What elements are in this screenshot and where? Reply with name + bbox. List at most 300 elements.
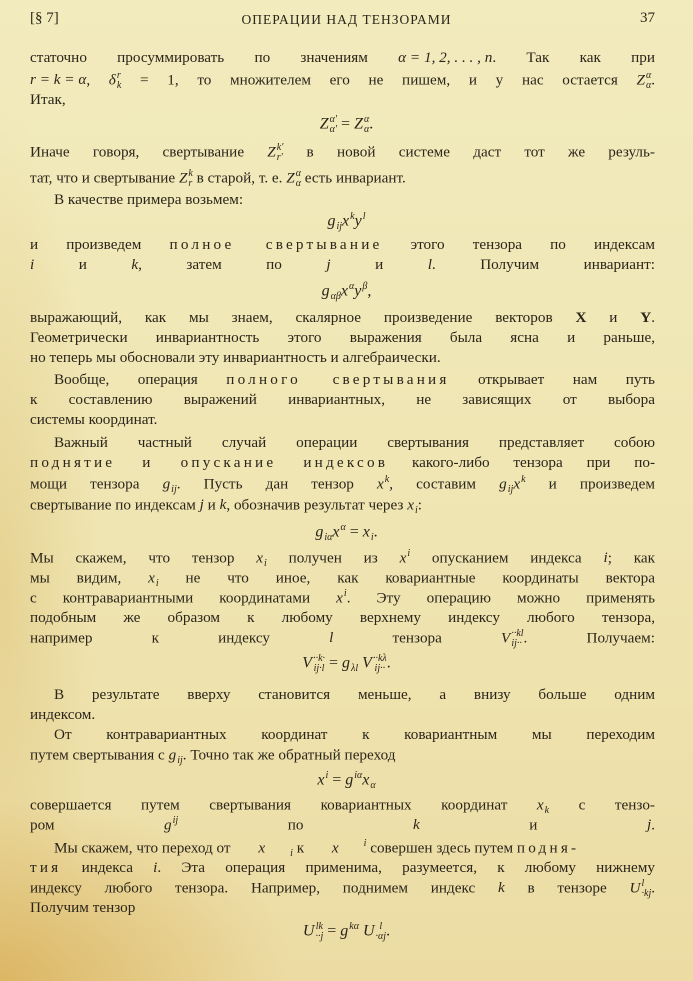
math-indices — [362, 282, 367, 302]
subscript: α — [295, 178, 301, 189]
math-symbol — [537, 796, 549, 816]
display-equation — [0, 115, 693, 135]
page-number: 37 — [640, 10, 655, 26]
text-run: . Эта операция применима, разумеется, к любому нижнему — [157, 859, 655, 876]
math-symbol — [220, 496, 227, 514]
text-run: . — [386, 922, 391, 940]
math-symbol — [317, 771, 328, 791]
math-base: Z — [267, 143, 276, 161]
text-run: индексом. — [30, 706, 96, 723]
text-line — [30, 391, 655, 409]
text-run: Итак, — [30, 91, 66, 108]
text-run: и — [203, 496, 220, 514]
math-indices — [407, 549, 410, 569]
math-symbol — [647, 816, 651, 834]
math-indices — [331, 282, 341, 302]
text-run: какого-либо тензора при по- — [388, 454, 656, 471]
math-base: j — [646, 816, 652, 834]
math-symbol — [400, 549, 411, 569]
math-base: x — [148, 569, 155, 587]
spaced-emphasis: тия — [30, 859, 62, 876]
superscript: kα — [349, 921, 359, 932]
text-run: , обозначив результат через — [226, 496, 408, 514]
math-symbol — [355, 212, 366, 232]
text-run: путем свертывания с — [30, 746, 169, 764]
math-indices — [370, 771, 375, 791]
math-base: g — [315, 523, 324, 541]
display-equation — [0, 212, 693, 232]
subscript: ij·· — [374, 663, 386, 674]
superscript: α — [340, 522, 346, 533]
superscript: α — [295, 168, 301, 179]
text-run: Вообще, операция — [54, 371, 227, 388]
math-symbol — [148, 569, 159, 589]
math-symbol — [169, 746, 183, 766]
math-base: k — [131, 256, 139, 273]
math-indices — [385, 475, 389, 495]
math-base: x — [340, 282, 348, 300]
subscript — [362, 292, 367, 302]
subscript: i — [264, 558, 267, 569]
text-run: . — [369, 115, 374, 133]
subscript: ·αj — [375, 931, 387, 942]
spaced-emphasis: полного свертывания — [226, 371, 450, 388]
math-operator: = — [325, 654, 343, 672]
superscript: α' — [329, 114, 338, 125]
superscript: i — [363, 838, 367, 849]
subscript — [521, 485, 525, 495]
subscript: ·kj — [641, 888, 652, 899]
subscript: α — [645, 80, 652, 91]
text-run: , — [86, 71, 109, 89]
math-symbol — [413, 816, 420, 834]
text-line — [30, 411, 655, 429]
subscript — [344, 599, 347, 609]
math-base: x — [513, 475, 521, 493]
math-base: Z — [319, 115, 329, 133]
subscript: α — [370, 780, 376, 791]
subscript: ij — [336, 221, 343, 232]
display-equation — [0, 654, 693, 674]
subscript — [407, 559, 410, 569]
math-base: δ — [108, 71, 116, 89]
text-line — [30, 143, 655, 163]
math-base: i — [603, 549, 608, 567]
math-symbol — [377, 475, 389, 495]
math-indices — [373, 654, 387, 674]
text-run: , составим — [389, 475, 500, 493]
superscript: l — [379, 921, 383, 932]
math-symbol — [603, 549, 607, 567]
math-symbol — [342, 212, 355, 232]
text-line — [30, 746, 655, 766]
text-run: к — [292, 839, 308, 857]
math-indices — [415, 496, 418, 516]
math-symbol — [267, 143, 283, 163]
superscript: α — [645, 70, 652, 81]
text-run: , то множителем его не пишем, и у нас остается — [174, 71, 637, 89]
text-run: есть инвариант. — [300, 169, 406, 187]
text-run: в старой, т. е. — [192, 169, 287, 187]
subscript: ij — [507, 484, 514, 495]
text-line — [30, 371, 655, 389]
math-symbol — [340, 922, 359, 942]
text-run: и — [330, 256, 428, 273]
math-symbol — [342, 654, 358, 674]
math-symbol — [362, 654, 387, 674]
text-run: индекса — [61, 859, 154, 876]
subscript — [173, 826, 179, 836]
text-run: и произведем — [525, 475, 655, 493]
superscript: l — [362, 211, 366, 222]
text-run: В результате вверху становится меньше, а внизу больше одним — [54, 686, 655, 703]
math-base: g — [340, 922, 349, 940]
math-indices — [521, 475, 525, 495]
text-run: свертывание по индексам — [30, 496, 200, 514]
math-base: x — [331, 839, 339, 857]
text-run: Важный частный случай операции свертывания представляет собою — [54, 434, 655, 451]
math-base: U — [629, 879, 641, 897]
subscript: k — [116, 80, 122, 91]
math-indices — [349, 922, 359, 942]
math-indices — [371, 523, 374, 543]
math-base: x — [332, 523, 340, 541]
math-symbol — [428, 256, 432, 274]
superscript: i — [343, 588, 347, 599]
math-indices — [642, 879, 652, 899]
text-line — [30, 726, 655, 744]
math-symbol — [637, 71, 652, 91]
text-run: с тензо- — [549, 796, 655, 814]
math-indices — [351, 654, 358, 674]
text-line — [30, 49, 655, 67]
subscript: ij — [177, 755, 183, 766]
vector-symbol: X — [575, 309, 587, 326]
math-indices — [156, 569, 159, 589]
math-indices — [330, 115, 337, 135]
math-base: U — [362, 922, 375, 940]
text-line — [30, 236, 655, 254]
math-symbol — [336, 589, 347, 609]
subscript: αβ — [330, 291, 341, 302]
text-run: , затем по — [138, 256, 327, 273]
vector-symbol: Y — [640, 309, 652, 326]
math-symbol — [326, 256, 330, 274]
text-run: и — [419, 816, 647, 834]
text-run: в новой системе даст тот же резуль- — [283, 143, 655, 161]
math-indices — [315, 922, 323, 942]
text-line — [30, 91, 655, 109]
text-line — [30, 496, 655, 516]
text-run: этого тензора по индексам — [382, 236, 655, 253]
text-run: и — [34, 256, 132, 273]
math-base: y — [354, 282, 362, 300]
text-line — [30, 434, 655, 452]
math-symbol — [320, 115, 337, 135]
text-run: совершен здесь путем — [366, 839, 517, 857]
text-run: . Пусть дан тензор — [176, 475, 378, 493]
math-symbol — [322, 282, 341, 302]
text-run: получен из — [266, 549, 400, 567]
math-symbol — [341, 282, 354, 302]
subscript — [349, 932, 359, 942]
superscript: β — [362, 281, 368, 292]
math-base: x — [258, 839, 266, 857]
math-indices — [344, 589, 347, 609]
subscript — [340, 533, 345, 543]
text-run: Иначе говоря, свертывание — [30, 143, 268, 161]
superscript: ··kl — [511, 628, 524, 639]
math-symbol — [630, 879, 652, 899]
math-base: x — [362, 523, 370, 541]
math-base: k — [498, 879, 505, 897]
text-run: к составлению выражений инвариантных, не зависящих от выбора — [30, 391, 655, 408]
math-base: Z — [354, 115, 363, 133]
superscript: i — [407, 548, 411, 559]
subscript: ij — [171, 484, 177, 495]
text-line — [30, 609, 655, 627]
math-base: x — [407, 496, 414, 514]
math-base: g — [499, 475, 507, 493]
math-base: l — [427, 256, 432, 273]
text-line — [30, 191, 655, 209]
text-line — [30, 169, 655, 189]
text-line — [30, 475, 655, 495]
display-equation — [0, 282, 693, 302]
math-indices — [325, 771, 328, 791]
math-base: V — [501, 629, 511, 647]
text-run: . — [373, 523, 378, 541]
subscript: k — [544, 805, 550, 816]
math-symbol — [332, 523, 345, 543]
text-run: по — [178, 816, 413, 834]
math-base: g — [345, 771, 354, 789]
text-run: . — [651, 71, 655, 89]
math-symbol — [30, 256, 34, 274]
math-indices — [188, 169, 192, 189]
math-symbol — [327, 212, 342, 232]
text-run: выражающий, как мы знаем, скалярное произведение векторов — [30, 309, 576, 326]
math-symbol — [362, 771, 375, 791]
text-run: не что иное, как ковариантные координаты вектора — [158, 569, 655, 587]
math-symbol — [498, 879, 505, 897]
math-indices — [511, 629, 523, 649]
text-run: ром — [30, 816, 165, 834]
math-indices — [313, 654, 325, 674]
math-indices — [277, 143, 284, 163]
text-run: и — [586, 309, 641, 326]
math-indices — [296, 169, 301, 189]
text-run: Мы скажем, что переход от — [54, 839, 235, 857]
text-run: но теперь мы обосновали эту инвариантность и алгебраически. — [30, 349, 441, 366]
math-base: V — [362, 654, 372, 672]
math-symbol — [163, 475, 177, 495]
subscript: ij·· — [511, 638, 522, 649]
running-title: ОПЕРАЦИИ НАД ТЕНЗОРАМИ — [241, 12, 452, 27]
math-base: y — [354, 212, 362, 230]
text-line — [30, 859, 655, 877]
superscript: k — [521, 474, 526, 485]
text-run: , — [367, 282, 372, 300]
math-base: x — [536, 796, 544, 814]
superscript: l — [641, 878, 645, 889]
subscript: i — [414, 505, 418, 516]
math-symbol — [286, 169, 301, 189]
math-symbol — [363, 922, 386, 942]
subscript — [363, 222, 366, 232]
text-line — [30, 706, 655, 724]
text-line — [30, 899, 655, 917]
math-symbol — [398, 49, 492, 67]
text-run: . Так как при — [492, 49, 655, 66]
text-run: мы видим, — [30, 569, 149, 587]
text-run: В качестве примера возьмем: — [54, 191, 244, 208]
math-symbol — [303, 922, 323, 942]
superscript: iα — [354, 770, 363, 781]
display-equation — [0, 771, 693, 791]
math-base: g — [327, 212, 336, 230]
math-base: i — [153, 859, 158, 876]
text-run: тензора — [333, 629, 502, 647]
math-base: x — [377, 475, 384, 493]
math-indices — [376, 922, 387, 942]
math-base: Z — [178, 169, 188, 187]
superscript: r — [116, 70, 121, 81]
math-symbol — [153, 859, 157, 877]
text-run: Мы скажем, что тензор — [30, 549, 257, 567]
superscript: k' — [276, 142, 284, 153]
text-line — [30, 329, 655, 347]
math-symbol — [345, 771, 362, 791]
text-line — [30, 309, 655, 327]
subscript — [325, 781, 328, 791]
math-symbol — [200, 496, 204, 514]
math-indices — [363, 212, 366, 232]
text-line — [30, 349, 655, 367]
text-run: индексу любого тензора. Например, поднимем индекс — [30, 879, 498, 897]
math-symbol — [256, 549, 267, 569]
superscript: lk — [315, 921, 323, 932]
subscript — [385, 485, 389, 495]
math-operator: = — [328, 771, 346, 789]
text-run: в тензоре — [504, 879, 630, 897]
math-base: x — [399, 549, 407, 567]
subscript: α — [363, 124, 370, 135]
text-run: системы координат. — [30, 411, 158, 428]
superscript: ··kλ — [372, 653, 387, 664]
math-symbol — [329, 629, 333, 647]
text-line — [30, 686, 655, 704]
math-base: Z — [286, 169, 295, 187]
text-run: . Точно так же обратный переход — [182, 746, 396, 764]
text-run: ; как — [607, 549, 655, 567]
text-run: мощи тензора — [30, 475, 163, 493]
math-base: g — [164, 816, 172, 834]
math-symbol — [354, 282, 367, 302]
math-base: x — [342, 212, 350, 230]
math-indices — [545, 796, 549, 816]
spaced-emphasis: поднятие и опускание индексов — [30, 454, 389, 471]
math-base: g — [168, 746, 177, 764]
math-base: x — [256, 549, 264, 567]
math-base: x — [362, 771, 370, 789]
math-base: x — [317, 771, 325, 789]
text-line — [30, 796, 655, 816]
subscript: iα — [324, 532, 333, 543]
math-symbol — [499, 475, 513, 495]
text-run: . — [651, 816, 655, 834]
text-line — [30, 589, 655, 609]
text-line — [30, 256, 655, 274]
text-run: открывает нам путь — [449, 371, 655, 388]
text-line — [30, 879, 655, 899]
math-symbol — [131, 256, 138, 274]
math-base: g — [342, 654, 351, 672]
math-symbol — [164, 816, 178, 836]
math-indices — [364, 115, 369, 135]
math-operator: = — [337, 115, 355, 133]
subscript: ··j — [315, 931, 324, 942]
math-operator: = — [323, 922, 341, 940]
math-base: j — [199, 496, 204, 514]
subscript: r' — [276, 152, 283, 163]
math-symbol — [363, 523, 374, 543]
math-symbol — [308, 839, 367, 859]
math-indices — [266, 839, 293, 859]
text-run: статочно просуммировать по значениям — [30, 49, 399, 66]
subscript: r — [188, 178, 193, 189]
math-base: l — [329, 629, 334, 647]
math-symbol — [407, 496, 418, 516]
math-base: U — [302, 922, 315, 940]
superscript: ··k· — [313, 653, 326, 664]
math-base: k — [413, 816, 420, 834]
text-line — [30, 569, 655, 589]
math-base: g — [321, 282, 330, 300]
math-symbol — [302, 654, 325, 674]
text-run: . Получаем: — [523, 629, 655, 647]
math-symbol — [513, 475, 525, 495]
text-run: . — [651, 309, 655, 326]
superscript: k — [350, 211, 355, 222]
subscript: λl — [351, 663, 359, 674]
math-base: i — [30, 256, 35, 273]
math-operator: = — [345, 523, 363, 541]
superscript: ij — [172, 815, 179, 826]
text-run: : — [417, 496, 422, 514]
subscript: i — [155, 578, 159, 589]
subscript — [340, 849, 367, 859]
text-run: Получим тензор — [30, 899, 136, 916]
subscript: α' — [329, 124, 338, 135]
text-run: . Эту операцию можно применять — [346, 589, 655, 607]
text-run: опусканием индекса — [410, 549, 604, 567]
math-symbol — [501, 629, 524, 649]
superscript: α — [363, 114, 370, 125]
text-run: подобным же образом к любому верхнему индексу любого тензора, — [30, 609, 655, 626]
text-line — [30, 454, 655, 472]
text-run: . — [651, 879, 656, 897]
math-operator: = 1 — [121, 71, 175, 89]
math-symbol — [179, 169, 193, 189]
math-base: α = 1, 2, . . . , n — [398, 49, 493, 66]
text-run: и произведем — [30, 236, 170, 253]
spaced-emphasis: полное свертывание — [169, 236, 383, 253]
text-line — [30, 71, 655, 91]
math-indices — [173, 816, 179, 836]
text-run: с контравариантными координатами — [30, 589, 337, 607]
math-base: j — [326, 256, 331, 273]
